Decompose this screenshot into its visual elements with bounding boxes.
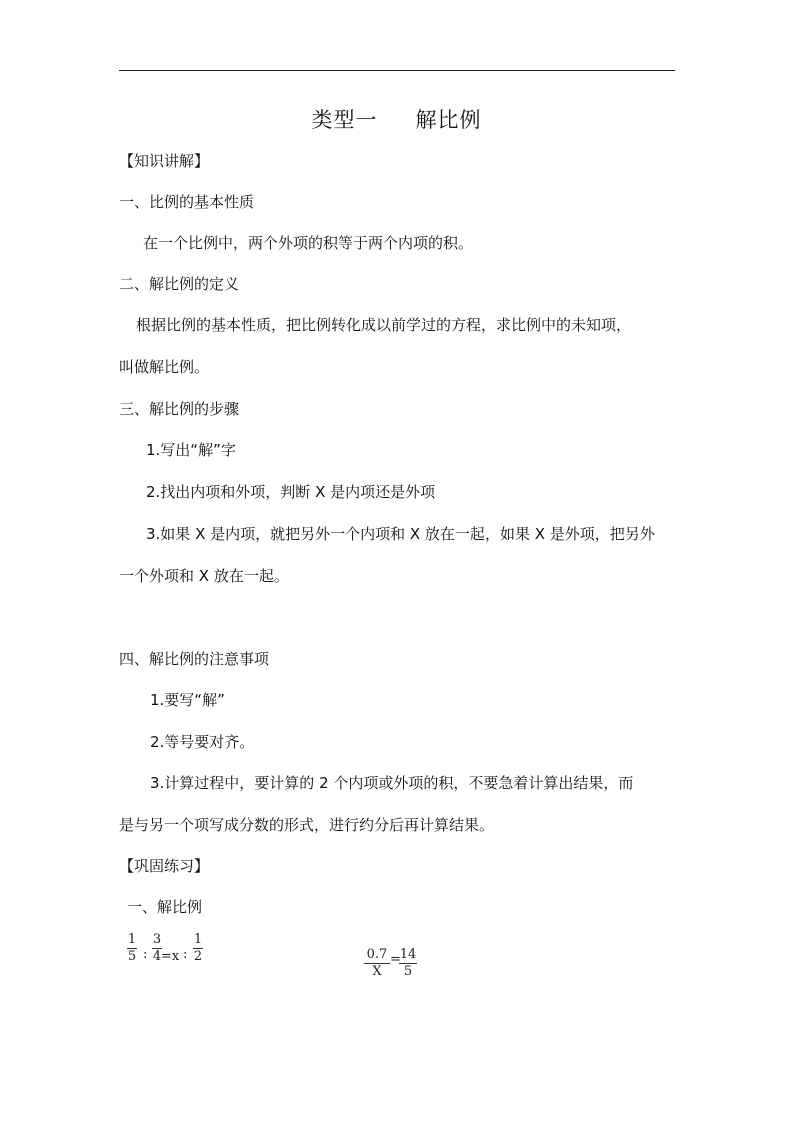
- fraction-numerator: 0.7: [366, 947, 388, 962]
- s4-item2: 2.等号要对齐。: [150, 733, 255, 751]
- fraction-denominator: 5: [403, 964, 413, 979]
- s1-text: 在一个比例中，两个外项的积等于两个内项的积。: [143, 234, 474, 252]
- ratio-colon: :: [143, 947, 148, 962]
- page-title: [0, 104, 793, 134]
- s3-step3-line2: 一个外项和 X 放在一起。: [119, 567, 289, 585]
- fraction-0.7-x: [364, 948, 390, 979]
- header-rule: [119, 70, 675, 71]
- fraction-denominator: X: [372, 964, 382, 979]
- s2-text-line2: 叫做解比例。: [119, 358, 210, 376]
- ratio-colon: :: [183, 947, 188, 962]
- s4-item3-line1: 3.计算过程中，要计算的 2 个内项或外项的积，不要急着计算出结果，而: [150, 774, 634, 792]
- title-topic: 解比例: [415, 108, 482, 132]
- fraction-1-2: [193, 933, 203, 964]
- fraction-denominator: 4: [152, 949, 162, 964]
- s3-step2: 2.找出内项和外项，判断 X 是内项还是外项: [146, 483, 436, 501]
- exercise-1: [127, 933, 247, 973]
- s3-heading: 三、解比例的步骤: [119, 400, 240, 418]
- fraction-denominator: 2: [193, 949, 203, 964]
- s3-step3-line1: 3.如果 X 是内项，就把另外一个内项和 X 放在一起，如果 X 是外项，把另外: [146, 525, 655, 543]
- p1-heading: 一、解比例: [127, 898, 203, 916]
- fraction-numerator: 14: [399, 947, 417, 962]
- fraction-numerator: 1: [193, 932, 203, 947]
- section-practice-heading: 【巩固练习】: [119, 857, 210, 875]
- fraction-numerator: 3: [152, 932, 162, 947]
- fraction-1-5: [127, 933, 137, 964]
- s3-step1: 1.写出“解”字: [146, 441, 236, 459]
- equals-x: =x: [161, 949, 180, 964]
- s1-heading: 一、比例的基本性质: [119, 193, 255, 211]
- s2-text-line1: 根据比例的基本性质，把比例转化成以前学过的方程，求比例中的未知项，: [136, 316, 632, 334]
- s4-item1: 1.要写“解”: [150, 691, 225, 709]
- exercise-2: [364, 948, 434, 988]
- s4-heading: 四、解比例的注意事项: [119, 650, 270, 668]
- fraction-14-5: [399, 948, 417, 979]
- equals-sign: =: [390, 952, 401, 967]
- s4-item3-line2: 是与另一个项写成分数的形式，进行约分后再计算结果。: [119, 816, 495, 834]
- section-knowledge-heading: 【知识讲解】: [119, 152, 210, 170]
- title-type: 类型一: [311, 108, 378, 132]
- fraction-numerator: 1: [127, 932, 137, 947]
- s2-heading: 二、解比例的定义: [119, 275, 240, 293]
- fraction-denominator: 5: [127, 949, 137, 964]
